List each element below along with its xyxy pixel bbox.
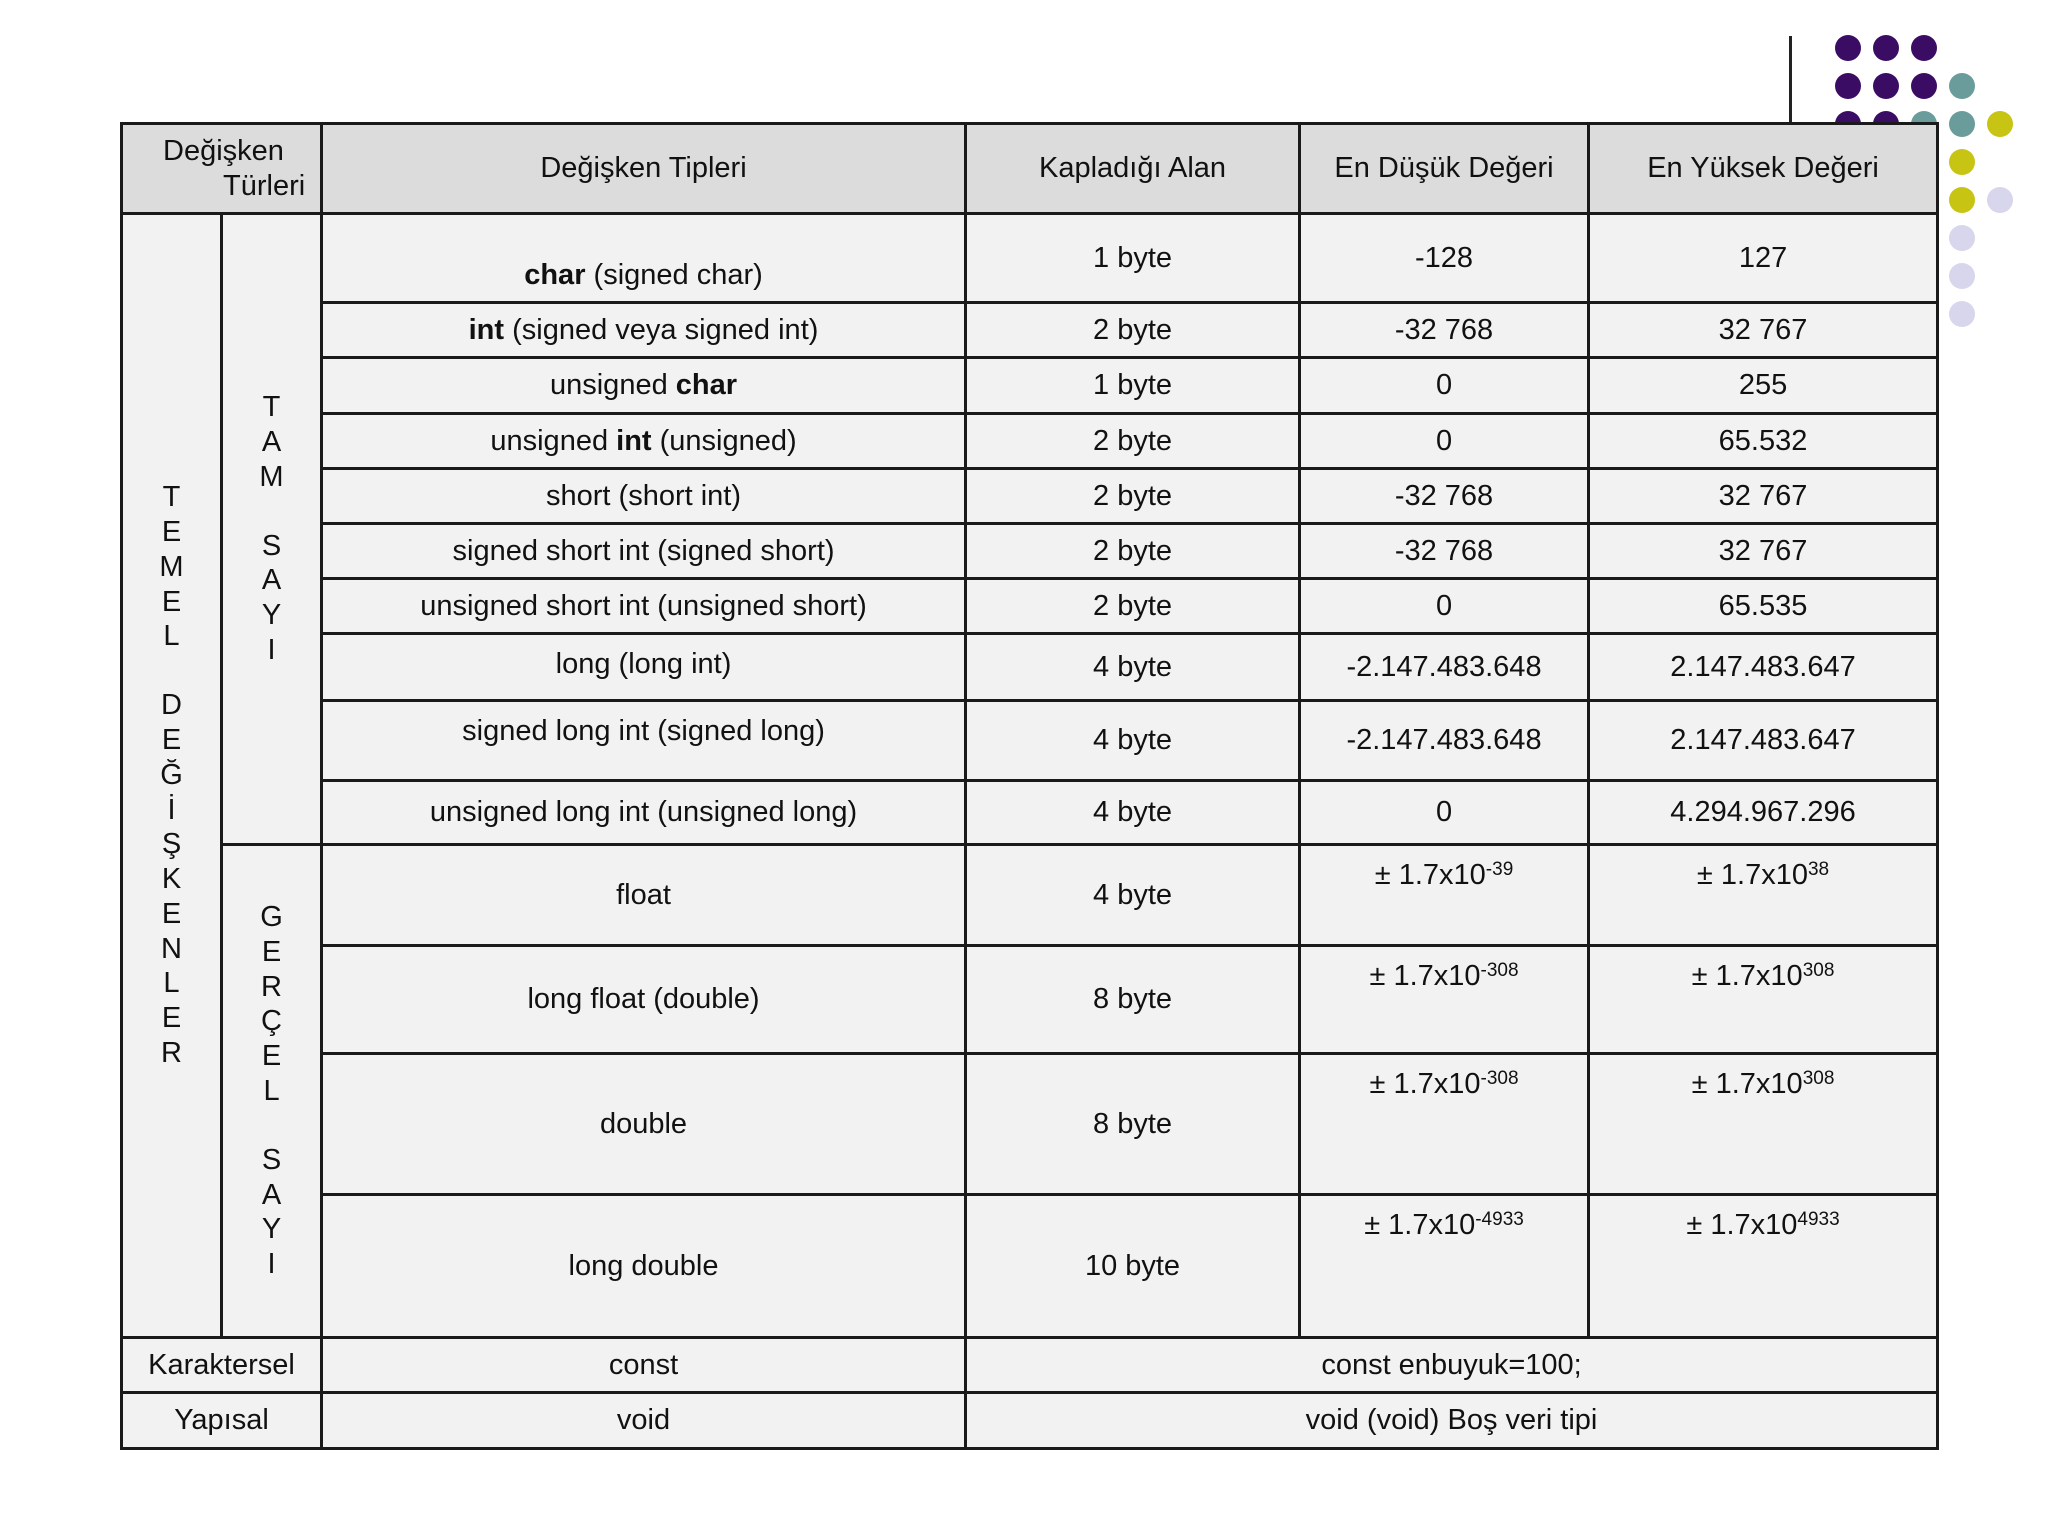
max-cell [1589, 1054, 1938, 1195]
max-cell: 4.294.967.296 [1589, 781, 1938, 845]
type-cell [322, 303, 966, 358]
size-cell: 2 byte [966, 469, 1300, 524]
table-row [122, 781, 1938, 845]
vertical-letter: E [261, 935, 282, 968]
min-base: ± 1.7x10 [1369, 1068, 1481, 1100]
type-rest: (unsigned) [651, 424, 797, 457]
dot-teal [1949, 111, 1975, 137]
karaktersel-type: const [322, 1338, 966, 1393]
size-cell: 2 byte [966, 579, 1300, 634]
type-keyword: char [675, 369, 738, 402]
max-cell: 32 767 [1589, 469, 1938, 524]
size-cell: 1 byte [966, 214, 1300, 303]
size-cell: 8 byte [966, 946, 1300, 1054]
vertical-letter: A [261, 426, 282, 458]
type-cell [322, 414, 966, 469]
min-base: ± 1.7x10 [1364, 1209, 1476, 1241]
table-row [122, 634, 1938, 701]
dot-purple [1911, 35, 1937, 61]
min-cell: -2.147.483.648 [1300, 634, 1589, 701]
vertical-letter: S [261, 1143, 282, 1176]
min-cell: 0 [1300, 414, 1589, 469]
type-prefix: unsigned [549, 369, 676, 402]
vertical-letter: T [162, 481, 181, 514]
min-cell: 0 [1300, 579, 1589, 634]
type-cell [322, 214, 966, 303]
table-row-karaktersel [122, 1338, 1938, 1393]
vertical-letter [123, 654, 220, 688]
vertical-letter: Ğ [160, 758, 183, 791]
max-exponent: 4933 [1797, 1209, 1840, 1230]
dot-olive [1949, 149, 1975, 175]
data-types-table [120, 122, 1939, 1450]
vertical-letter: L [163, 620, 180, 653]
min-cell: -2.147.483.648 [1300, 701, 1589, 781]
max-cell: 127 [1589, 214, 1938, 303]
vertical-letter: I [267, 633, 276, 666]
vertical-letter: M [259, 460, 284, 493]
min-cell: 0 [1300, 781, 1589, 845]
table-row [122, 358, 1938, 414]
table-row [122, 303, 1938, 358]
min-cell [1300, 1054, 1589, 1195]
vertical-letter: Ş [161, 828, 182, 861]
yapisal-example: void (void) Boş veri tipi [966, 1393, 1938, 1449]
vertical-letter: R [261, 970, 282, 1003]
header-row [122, 124, 1938, 214]
type-cell: long float (double) [322, 946, 966, 1054]
vertical-letter: T [262, 391, 281, 424]
vertical-letter: M [159, 550, 184, 583]
vertical-letter: N [161, 932, 182, 965]
dot-olive [1949, 187, 1975, 213]
min-cell: -32 768 [1300, 469, 1589, 524]
type-keyword: char [524, 259, 586, 292]
size-cell: 1 byte [966, 358, 1300, 414]
header-en-yuksek: En Yüksek Değeri [1589, 124, 1938, 214]
type-keyword: int [468, 313, 505, 346]
min-exponent: -308 [1480, 960, 1519, 981]
header-en-dusuk: En Düşük Değeri [1300, 124, 1589, 214]
min-cell: -128 [1300, 214, 1589, 303]
max-cell: 65.535 [1589, 579, 1938, 634]
vertical-letter: A [261, 564, 282, 597]
size-cell: 2 byte [966, 524, 1300, 579]
size-cell: 4 byte [966, 634, 1300, 701]
karaktersel-label: Karaktersel [122, 1338, 322, 1393]
yapisal-type: void [322, 1393, 966, 1449]
vertical-letter [223, 1109, 320, 1143]
type-cell: signed long int (signed long) [322, 701, 966, 781]
dot-lavender [1987, 187, 2013, 213]
type-keyword: int [616, 424, 652, 457]
vertical-letter: Y [261, 599, 282, 632]
vertical-letter: K [161, 863, 182, 896]
vertical-letter: G [260, 901, 283, 934]
type-cell: long (long int) [322, 634, 966, 701]
table-row [122, 469, 1938, 524]
table-row [122, 579, 1938, 634]
size-cell: 8 byte [966, 1054, 1300, 1195]
dot-olive [1987, 111, 2013, 137]
size-cell: 10 byte [966, 1195, 1300, 1338]
vertical-letter: A [261, 1178, 282, 1211]
decorative-line [1789, 36, 1792, 128]
min-cell: 0 [1300, 358, 1589, 414]
max-cell: 32 767 [1589, 303, 1938, 358]
table-row [122, 701, 1938, 781]
table-row [122, 946, 1938, 1054]
dot-teal [1949, 73, 1975, 99]
table-row-yapisal [122, 1393, 1938, 1449]
group-tam-sayi [222, 214, 322, 845]
type-cell: short (short int) [322, 469, 966, 524]
header-col1-line1: Değişken [163, 134, 284, 167]
group-gercel-sayi [222, 845, 322, 1338]
yapisal-label: Yapısal [122, 1393, 322, 1449]
max-base: ± 1.7x10 [1691, 960, 1803, 992]
dot-purple [1835, 73, 1861, 99]
group-temel-degiskenler [122, 214, 222, 1338]
header-kapladigi-alan: Kapladığı Alan [966, 124, 1300, 214]
size-cell: 2 byte [966, 303, 1300, 358]
table-row [122, 214, 1938, 303]
table-row [122, 1195, 1938, 1338]
header-degisken-turleri [122, 124, 322, 214]
min-cell [1300, 946, 1589, 1054]
dot-purple [1911, 73, 1937, 99]
type-prefix: unsigned [490, 424, 617, 457]
vertical-letter: İ [167, 793, 176, 826]
min-cell: -32 768 [1300, 303, 1589, 358]
type-cell: long double [322, 1195, 966, 1338]
max-cell [1589, 845, 1938, 946]
size-cell: 4 byte [966, 701, 1300, 781]
table-row [122, 524, 1938, 579]
max-exponent: 38 [1807, 859, 1830, 880]
vertical-letter [223, 495, 320, 529]
max-cell: 2.147.483.647 [1589, 701, 1938, 781]
size-cell: 4 byte [966, 781, 1300, 845]
max-cell [1589, 946, 1938, 1054]
min-exponent: -39 [1485, 859, 1514, 880]
vertical-letter: E [261, 1040, 282, 1073]
table-row [122, 845, 1938, 946]
header-degisken-tipleri: Değişken Tipleri [322, 124, 966, 214]
max-base: ± 1.7x10 [1696, 859, 1808, 891]
min-cell: -32 768 [1300, 524, 1589, 579]
type-cell [322, 358, 966, 414]
dot-lavender [1949, 301, 1975, 327]
table-row [122, 414, 1938, 469]
vertical-letter: E [161, 585, 182, 618]
karaktersel-example: const enbuyuk=100; [966, 1338, 1938, 1393]
type-cell: float [322, 845, 966, 946]
table-row [122, 1054, 1938, 1195]
size-cell: 2 byte [966, 414, 1300, 469]
type-cell: double [322, 1054, 966, 1195]
max-cell: 2.147.483.647 [1589, 634, 1938, 701]
vertical-letter: S [261, 529, 282, 562]
dot-lavender [1949, 225, 1975, 251]
dot-purple [1835, 35, 1861, 61]
min-base: ± 1.7x10 [1374, 859, 1486, 891]
dot-lavender [1949, 263, 1975, 289]
type-rest: (signed char) [585, 259, 763, 292]
max-cell: 65.532 [1589, 414, 1938, 469]
max-cell: 32 767 [1589, 524, 1938, 579]
min-cell [1300, 1195, 1589, 1338]
min-exponent: -4933 [1475, 1209, 1524, 1230]
header-col1-line2: Türleri [223, 169, 306, 202]
min-cell [1300, 845, 1589, 946]
max-base: ± 1.7x10 [1691, 1068, 1803, 1100]
vertical-letter: E [161, 723, 182, 756]
max-exponent: 308 [1802, 1068, 1835, 1089]
type-cell: signed short int (signed short) [322, 524, 966, 579]
vertical-letter: E [161, 1002, 182, 1035]
vertical-letter: E [161, 897, 182, 930]
vertical-letter: Ç [261, 1005, 282, 1038]
type-cell: unsigned long int (unsigned long) [322, 781, 966, 845]
vertical-letter: L [163, 967, 180, 1000]
vertical-letter: I [267, 1248, 276, 1281]
vertical-letter: L [263, 1075, 280, 1107]
max-cell: 255 [1589, 358, 1938, 414]
min-base: ± 1.7x10 [1369, 960, 1481, 992]
dot-purple [1873, 73, 1899, 99]
vertical-letter: E [161, 515, 182, 548]
type-cell: unsigned short int (unsigned short) [322, 579, 966, 634]
size-cell: 4 byte [966, 845, 1300, 946]
max-exponent: 308 [1802, 960, 1835, 981]
vertical-letter: R [161, 1037, 182, 1070]
max-base: ± 1.7x10 [1686, 1209, 1798, 1241]
vertical-letter: Y [261, 1213, 282, 1246]
min-exponent: -308 [1480, 1068, 1519, 1089]
dot-purple [1873, 35, 1899, 61]
max-cell [1589, 1195, 1938, 1338]
type-rest: (signed veya signed int) [504, 313, 819, 346]
vertical-letter: D [161, 689, 182, 722]
